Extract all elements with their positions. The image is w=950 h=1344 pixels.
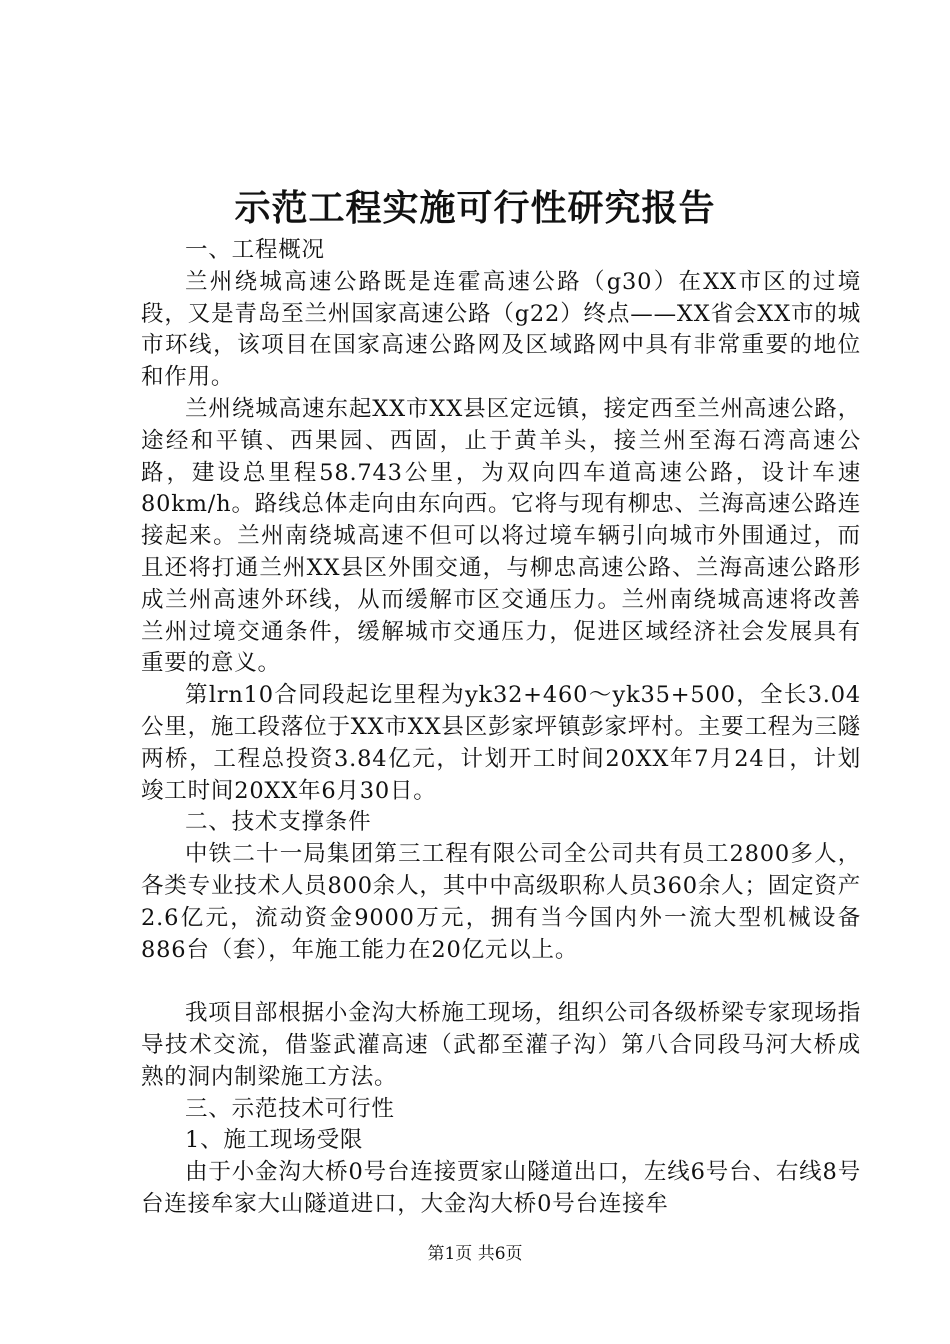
section-heading: 1、施工现场受限 <box>185 1127 364 1154</box>
document-body <box>141 235 861 1221</box>
page-footer: 第1页 共6页 <box>427 1244 523 1264</box>
section-heading: 一、工程概况 <box>185 237 325 263</box>
body-paragraph: 兰州绕城高速东起XX市XX县区定远镇，接定西至兰州高速公路，途经和平镇、西果园、西固，止于黄羊头，接兰州至海石湾高速公路，建设总里程58.743公里，为双向四车道高速公路，设计车速80km/h。路线总体走向由东向西。它将与现有柳忠、兰海高速公路连接起来。兰州南绕城高速不但可以将过境车辆引向城市外围通过，而且还将打通兰州XX县区外围交通，与柳忠高速公路、兰海高速公路形成兰州高速外环线，从而缓解市区交通压力。兰州南绕城高速将改善兰州过境交通条件，缓解城市交通压力，促进区域经济社会发展具有重要的意义。 <box>141 395 861 677</box>
body-paragraph: 第lrn10合同段起讫里程为yk32+460～yk35+500，全长3.04公里，施工段落位于XX市XX县区彭家坪镇彭家坪村。主要工程为三隧两桥，工程总投资3.84亿元，计划开工时间20XX年7月24日，计划竣工时间20XX年6月30日。 <box>141 682 861 804</box>
body-paragraph: 由于小金沟大桥0号台连接贾家山隧道出口，左线6号台、右线8号台连接牟家大山隧道进口，大金沟大桥0号台连接牟 <box>141 1159 861 1217</box>
body-paragraph: 兰州绕城高速公路既是连霍高速公路（g30）在XX市区的过境段，又是青岛至兰州国家高速公路（g22）终点——XX省会XX市的城市环线，该项目在国家高速公路网及区域路网中具有非常重要的地位和作用。 <box>141 268 861 391</box>
document-title: 示范工程实施可行性研究报告 <box>234 187 716 229</box>
section-heading: 三、示范技术可行性 <box>185 1095 395 1122</box>
body-paragraph: 我项目部根据小金沟大桥施工现场，组织公司各级桥梁专家现场指导技术交流，借鉴武灌高速（武都至灌子沟）第八合同段马河大桥成熟的洞内制梁施工方法。 <box>141 1000 861 1090</box>
blank-line <box>141 966 861 998</box>
section-heading: 二、技术支撑条件 <box>185 809 372 836</box>
body-paragraph: 中铁二十一局集团第三工程有限公司全公司共有员工2800多人，各类专业技术人员800余人，其中中高级职称人员360余人；固定资产2.6亿元，流动资金9000万元，拥有当今国内外一流大型机械设备886台（套），年施工能力在20亿元以上。 <box>141 841 861 963</box>
